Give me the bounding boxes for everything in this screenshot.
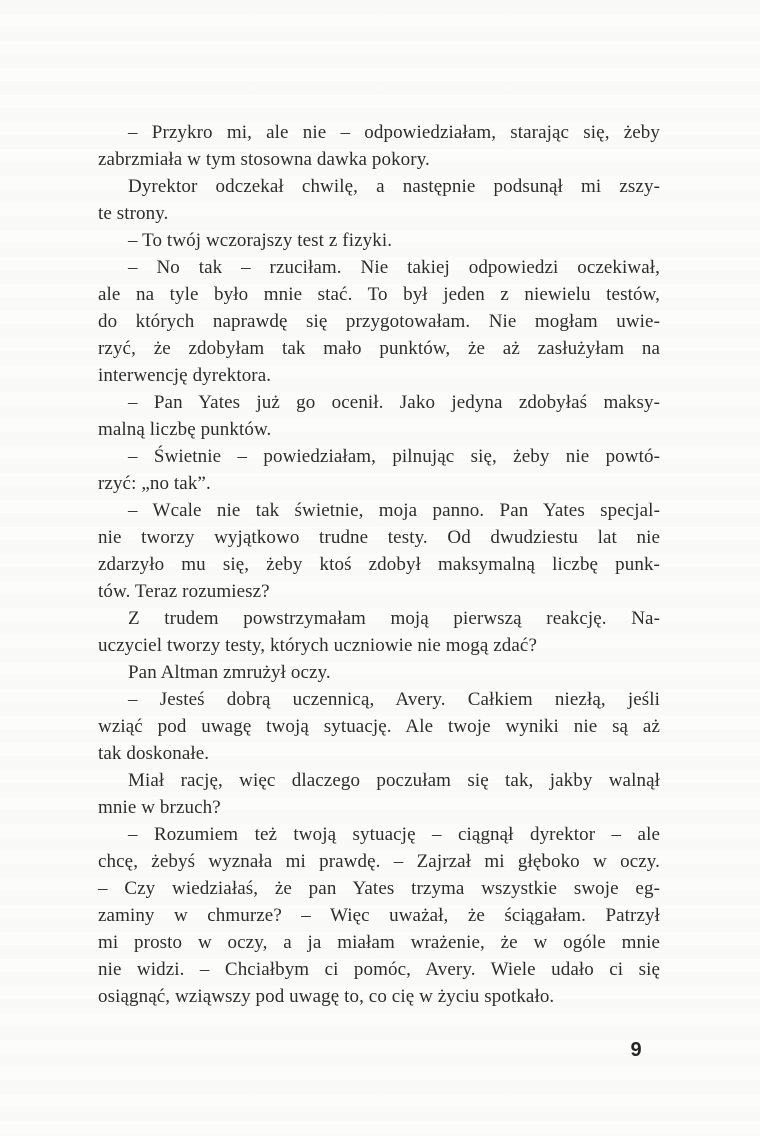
text-line: – Czy wiedziałaś, że pan Yates trzyma wszystkie swoje eg-: [98, 878, 660, 899]
text-line: rzyć, że zdobyłam tak mało punktów, że aż zasłużyłam na: [98, 338, 660, 359]
text-line: zabrzmiała w tym stosowna dawka pokory.: [98, 149, 430, 170]
text-line: osiągnąć, wziąwszy pod uwagę to, co cię w życiu spotkało.: [98, 986, 555, 1007]
text-line: wziąć pod uwagę twoją sytuację. Ale twoje wyniki nie są aż: [98, 716, 660, 737]
text-line: interwencję dyrektora.: [98, 365, 272, 386]
text-line: – To twój wczorajszy test z fizyki.: [128, 230, 393, 251]
page-number: 9: [630, 1039, 642, 1061]
text-line: – Jesteś dobrą uczennicą, Avery. Całkiem niezłą, jeśli: [128, 689, 660, 710]
text-line: te strony.: [98, 203, 169, 224]
text-line: tów. Teraz rozumiesz?: [98, 581, 270, 602]
text-line: zaminy w chmurze? – Więc uważał, że ściągałam. Patrzył: [98, 905, 660, 926]
text-line: do których naprawdę się przygotowałam. Nie mogłam uwie-: [98, 311, 660, 332]
text-block: [98, 119, 660, 1010]
text-line: Miał rację, więc dlaczego poczułam się tak, jakby walnął: [128, 770, 660, 791]
text-line: tak doskonałe.: [98, 743, 210, 764]
text-line: – Pan Yates już go ocenił. Jako jedyna zdobyłaś maksy-: [128, 392, 660, 413]
text-line: – Świetnie – powiedziałam, pilnując się, żeby nie powtó-: [128, 446, 660, 467]
text-line: malną liczbę punktów.: [98, 419, 272, 440]
text-line: mnie w brzuch?: [98, 797, 221, 818]
text-line: Z trudem powstrzymałam moją pierwszą reakcję. Na-: [128, 608, 660, 629]
text-line: Dyrektor odczekał chwilę, a następnie podsunął mi zszy-: [128, 176, 660, 197]
text-line: Pan Altman zmrużył oczy.: [128, 662, 331, 683]
text-line: – Rozumiem też twoją sytuację – ciągnął dyrektor – ale: [128, 824, 660, 845]
text-line: uczyciel tworzy testy, których uczniowie nie mogą zdać?: [98, 635, 537, 656]
text-line: – No tak – rzuciłam. Nie takiej odpowiedzi oczekiwał,: [128, 257, 660, 278]
text-line: – Wcale nie tak świetnie, moja panno. Pan Yates specjal-: [128, 500, 660, 521]
text-line: nie tworzy wyjątkowo trudne testy. Od dwudziestu lat nie: [98, 527, 660, 548]
text-line: nie widzi. – Chciałbym ci pomóc, Avery. Wiele udało ci się: [98, 959, 660, 980]
text-line: rzyć: „no tak”.: [98, 473, 211, 494]
text-line: zdarzyło mu się, żeby ktoś zdobył maksymalną liczbę punk-: [98, 554, 660, 575]
text-line: mi prosto w oczy, a ja miałam wrażenie, że w ogóle mnie: [98, 932, 660, 953]
text-line: ale na tyle było mnie stać. To był jeden z niewielu testów,: [98, 284, 660, 305]
text-line: chcę, żebyś wyznała mi prawdę. – Zajrzał mi głęboko w oczy.: [98, 851, 660, 872]
text-line: – Przykro mi, ale nie – odpowiedziałam, starając się, żeby: [128, 122, 660, 143]
